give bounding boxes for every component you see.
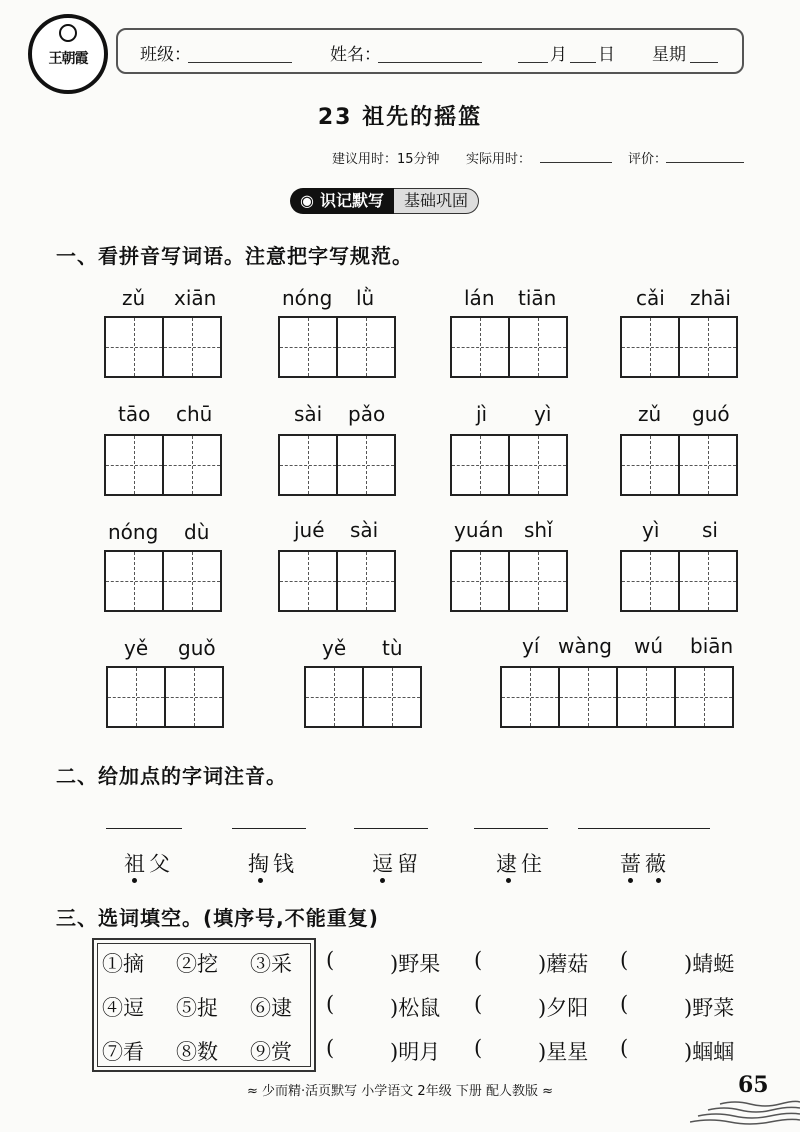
month-label: 月: [550, 45, 567, 65]
emphasis-dot: [628, 878, 633, 883]
pinyin: lán: [464, 286, 495, 310]
writing-cell[interactable]: [678, 316, 738, 378]
writing-grid[interactable]: [620, 316, 738, 378]
word: 逮住: [496, 852, 546, 876]
pinyin: lǜ: [356, 286, 375, 310]
writing-cell[interactable]: [558, 666, 618, 728]
emphasis-dot: [380, 878, 385, 883]
writing-cell[interactable]: [620, 316, 680, 378]
pinyin: cǎi: [636, 286, 665, 310]
writing-cell[interactable]: [278, 550, 338, 612]
open-paren: (: [620, 948, 629, 972]
suggested-time: 建议用时：15分钟: [332, 152, 440, 167]
word: 祖父: [124, 852, 174, 876]
writing-cell[interactable]: [278, 434, 338, 496]
writing-cell[interactable]: [616, 666, 676, 728]
option: ⑧数: [176, 1040, 218, 1064]
option: ⑥逮: [250, 996, 292, 1020]
rating-field[interactable]: [666, 162, 744, 163]
class-label: 班级：: [140, 45, 191, 65]
writing-grid[interactable]: [450, 316, 568, 378]
weekday-field[interactable]: [690, 62, 718, 63]
rating-label: 评价：: [628, 152, 668, 167]
pinyin: nóng: [108, 520, 159, 544]
emphasis-dot: [132, 878, 137, 883]
answer-line[interactable]: [232, 828, 306, 829]
open-paren: (: [326, 948, 335, 972]
pinyin: jué: [294, 518, 325, 542]
writing-grid[interactable]: [278, 434, 396, 496]
pinyin: yě: [124, 636, 149, 660]
writing-cell[interactable]: [104, 550, 164, 612]
page-number: 65: [738, 1072, 769, 1098]
answer-line[interactable]: [578, 828, 710, 829]
writing-cell[interactable]: [508, 316, 568, 378]
medal-icon: ◉: [300, 191, 314, 210]
close-paren: ): [538, 1040, 547, 1064]
writing-cell[interactable]: [678, 434, 738, 496]
blank-5[interactable]: [538, 992, 588, 1022]
crest-icon: [59, 24, 77, 42]
blank-word: 蘑菇: [546, 952, 589, 976]
option: ⑦看: [102, 1040, 144, 1064]
open-paren: (: [326, 992, 335, 1016]
pinyin: jì: [476, 402, 488, 426]
open-paren: (: [474, 948, 483, 972]
writing-grid[interactable]: [450, 434, 568, 496]
close-paren: ): [684, 952, 693, 976]
writing-cell[interactable]: [362, 666, 422, 728]
blank-2[interactable]: [538, 948, 588, 978]
writing-grid[interactable]: [104, 434, 222, 496]
pinyin: chū: [176, 402, 213, 426]
writing-grid[interactable]: [450, 550, 568, 612]
emphasis-dot: [656, 878, 661, 883]
pinyin: zǔ: [638, 402, 662, 426]
pinyin: tiān: [518, 286, 557, 310]
word: 掏钱: [248, 852, 298, 876]
blank-word: 蜻蜓: [692, 952, 735, 976]
header-info-box: [116, 28, 744, 74]
writing-grid[interactable]: [106, 666, 224, 728]
writing-cell[interactable]: [450, 316, 510, 378]
writing-grid[interactable]: [278, 316, 396, 378]
section1-heading: 一、看拼音写词语。注意把字写规范。: [56, 244, 413, 268]
blank-word: 蝈蝈: [692, 1040, 735, 1064]
emphasis-dot: [506, 878, 511, 883]
pinyin: biān: [690, 634, 734, 658]
writing-grid[interactable]: [500, 666, 734, 728]
badge-secondary: 基础巩固: [394, 188, 479, 214]
pinyin: yì: [534, 402, 552, 426]
writing-cell[interactable]: [450, 550, 510, 612]
writing-cell[interactable]: [106, 666, 166, 728]
pinyin: wàng: [558, 634, 612, 658]
blank-4[interactable]: [390, 992, 440, 1022]
close-paren: ): [684, 1040, 693, 1064]
writing-cell[interactable]: [620, 434, 680, 496]
blank-1[interactable]: [390, 948, 440, 978]
actual-time-label: 实际用时：: [466, 152, 532, 167]
writing-cell[interactable]: [336, 316, 396, 378]
footer-text: ≈ 少而精·活页默写 小学语文 2年级 下册 配人教版 ≈: [247, 1084, 553, 1099]
brand-logo: [28, 14, 108, 94]
pinyin: yuán: [454, 518, 504, 542]
pinyin: sài: [294, 402, 323, 426]
emphasis-dot: [258, 878, 263, 883]
blank-word: 星星: [546, 1040, 589, 1064]
writing-grid[interactable]: [278, 550, 396, 612]
writing-grid[interactable]: [104, 316, 222, 378]
close-paren: ): [684, 996, 693, 1020]
close-paren: ): [538, 952, 547, 976]
pinyin: xiān: [174, 286, 217, 310]
blank-word: 野果: [398, 952, 441, 976]
lesson-title: 23 祖先的摇篮: [317, 105, 483, 130]
pinyin: guǒ: [178, 636, 216, 660]
pinyin: tāo: [118, 402, 151, 426]
writing-cell[interactable]: [164, 666, 224, 728]
writing-cell[interactable]: [336, 550, 396, 612]
pinyin: tù: [382, 636, 403, 660]
close-paren: ): [390, 952, 399, 976]
weekday-label: 星期: [652, 45, 686, 65]
option: ④逗: [102, 996, 144, 1020]
pinyin: wú: [634, 634, 664, 658]
pinyin: shǐ: [524, 518, 553, 542]
writing-cell[interactable]: [678, 550, 738, 612]
writing-grid[interactable]: [304, 666, 422, 728]
close-paren: ): [538, 996, 547, 1020]
pinyin: dù: [184, 520, 210, 544]
logo-text: 王朝霞: [48, 51, 88, 67]
writing-cell[interactable]: [278, 316, 338, 378]
writing-cell[interactable]: [336, 434, 396, 496]
writing-cell[interactable]: [162, 434, 222, 496]
close-paren: ): [390, 996, 399, 1020]
badge-primary: 识记默写: [319, 191, 384, 210]
close-paren: ): [390, 1040, 399, 1064]
wave-decoration-icon: [690, 1098, 800, 1128]
section-badge: [290, 188, 479, 214]
pinyin: yì: [642, 518, 660, 542]
section3-heading: 三、选词填空。(填序号,不能重复): [56, 906, 379, 930]
day-label: 日: [598, 45, 615, 65]
open-paren: (: [620, 992, 629, 1016]
writing-cell[interactable]: [508, 434, 568, 496]
blank-9[interactable]: [684, 1036, 734, 1066]
writing-grid[interactable]: [620, 434, 738, 496]
blank-word: 夕阳: [546, 996, 589, 1020]
option: ②挖: [176, 952, 218, 976]
option: ①摘: [102, 952, 144, 976]
blank-3[interactable]: [684, 948, 734, 978]
blank-6[interactable]: [684, 992, 734, 1022]
writing-cell[interactable]: [450, 434, 510, 496]
pinyin: yě: [322, 636, 347, 660]
open-paren: (: [326, 1036, 335, 1060]
option: ⑤捉: [176, 996, 218, 1020]
day-field[interactable]: [570, 62, 596, 63]
pinyin: zhāi: [690, 286, 731, 310]
section2-heading: 二、给加点的字词注音。: [56, 764, 287, 788]
pinyin: si: [702, 518, 718, 542]
writing-cell[interactable]: [674, 666, 734, 728]
blank-word: 明月: [398, 1040, 441, 1064]
open-paren: (: [620, 1036, 629, 1060]
word: 逗留: [372, 852, 422, 876]
pinyin: sài: [350, 518, 379, 542]
option: ⑨赏: [250, 1040, 292, 1064]
writing-cell[interactable]: [104, 316, 164, 378]
name-label: 姓名：: [330, 45, 381, 65]
writing-cell[interactable]: [162, 316, 222, 378]
writing-grid[interactable]: [620, 550, 738, 612]
pinyin: yí: [522, 634, 540, 658]
writing-cell[interactable]: [304, 666, 364, 728]
writing-cell[interactable]: [620, 550, 680, 612]
blank-word: 松鼠: [398, 996, 441, 1020]
writing-cell[interactable]: [508, 550, 568, 612]
class-field[interactable]: [188, 62, 292, 63]
pinyin: zǔ: [122, 286, 146, 310]
answer-line[interactable]: [106, 828, 182, 829]
writing-cell[interactable]: [104, 434, 164, 496]
name-field[interactable]: [378, 62, 482, 63]
pinyin: nóng: [282, 286, 333, 310]
blank-7[interactable]: [390, 1036, 440, 1066]
answer-line[interactable]: [474, 828, 548, 829]
open-paren: (: [474, 1036, 483, 1060]
pinyin: pǎo: [348, 402, 386, 426]
blank-8[interactable]: [538, 1036, 588, 1066]
writing-cell[interactable]: [162, 550, 222, 612]
answer-line[interactable]: [354, 828, 428, 829]
writing-grid[interactable]: [104, 550, 222, 612]
word: 蔷薇: [620, 852, 670, 876]
month-field[interactable]: [518, 62, 548, 63]
blank-word: 野菜: [692, 996, 735, 1020]
pinyin: guó: [692, 402, 730, 426]
writing-cell[interactable]: [500, 666, 560, 728]
open-paren: (: [474, 992, 483, 1016]
actual-time-field[interactable]: [540, 162, 612, 163]
option: ③采: [250, 952, 292, 976]
